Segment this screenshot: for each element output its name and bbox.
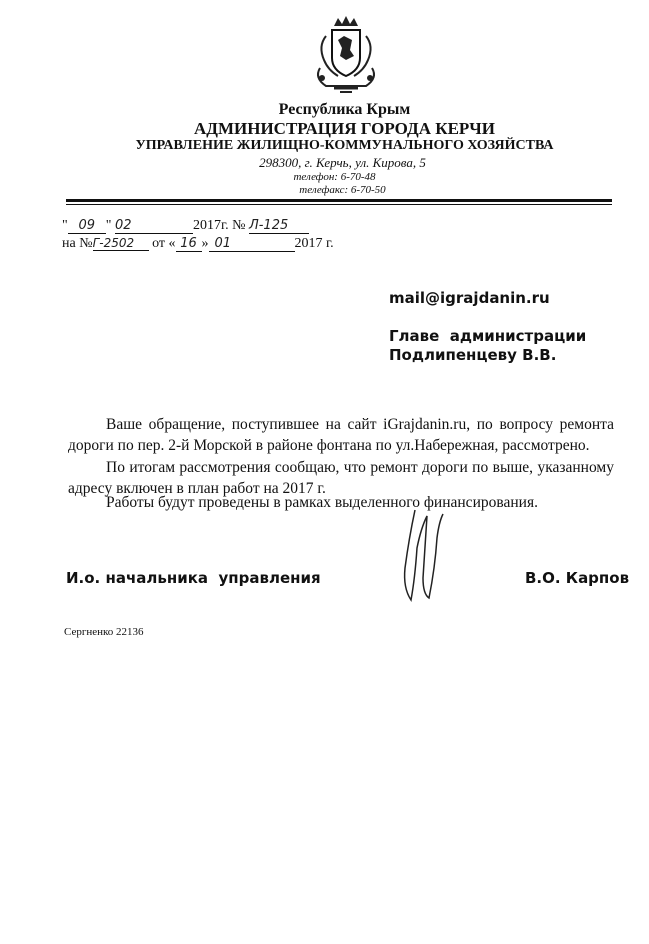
quote-open: "	[62, 218, 68, 233]
in-reply-day: 16	[176, 236, 202, 252]
header-address: 298300, г. Керчь, ул. Кирова, 5	[259, 155, 426, 170]
ref-year-text: 2017г. №	[192, 218, 246, 233]
signature-name: В.О. Карпов	[525, 569, 630, 587]
header-divider-bold	[66, 199, 612, 202]
in-reply-month: 01	[209, 236, 295, 252]
recipient-line-2: Подлипенцеву В.В.	[389, 346, 557, 364]
header-divider-thin	[66, 204, 612, 205]
quote-close-angle: »	[201, 236, 209, 251]
coat-of-arms-emblem	[304, 16, 388, 96]
ref-number: Л-125	[249, 218, 309, 234]
body-paragraph-3: Работы будут проведены в рамках выделенного финансирования.	[106, 494, 538, 511]
handwritten-signature	[395, 508, 455, 603]
executor-note: Сергненко 22136	[64, 626, 144, 638]
coat-of-arms-icon	[304, 16, 388, 96]
recipient-line-1: Главе администрации	[389, 327, 587, 345]
header-administration: АДМИНИСТРАЦИЯ ГОРОДА КЕРЧИ	[193, 119, 495, 138]
in-reply-year: 2017 г.	[294, 236, 334, 251]
in-reply-prefix: на №	[62, 236, 93, 251]
body-paragraph-2: По итогам рассмотрения сообщаю, что ремонт дороги по выше, указанному адресу включен в план работ на 2017 г.	[68, 459, 614, 497]
signature-position: И.о. начальника управления	[66, 569, 321, 587]
ref-month: 02	[115, 218, 193, 234]
header-phone: телефон: 6-70-48	[293, 171, 376, 183]
body-paragraph-1: Ваше обращение, поступившее на сайт iGrajdanin.ru, по вопросу ремонта дороги по пер. 2-й Морской в районе фонтана по ул.Набережная, рассмотрено.	[68, 416, 614, 454]
signature-icon	[395, 508, 455, 603]
quote-close: "	[105, 218, 112, 233]
header-republic: Республика Крым	[278, 101, 411, 118]
outgoing-reference	[62, 218, 309, 234]
header-department: УПРАВЛЕНИЕ ЖИЛИЩНО-КОММУНАЛЬНОГО ХОЗЯЙСТВА	[135, 138, 554, 153]
in-reply-from: от «	[152, 236, 176, 251]
recipient-email: mail@igrajdanin.ru	[389, 289, 550, 307]
ref-day: 09	[68, 218, 106, 234]
header-fax: телефакс: 6-70-50	[299, 184, 386, 196]
in-reply-number: Г-2502	[93, 236, 149, 251]
incoming-reference	[62, 236, 334, 252]
